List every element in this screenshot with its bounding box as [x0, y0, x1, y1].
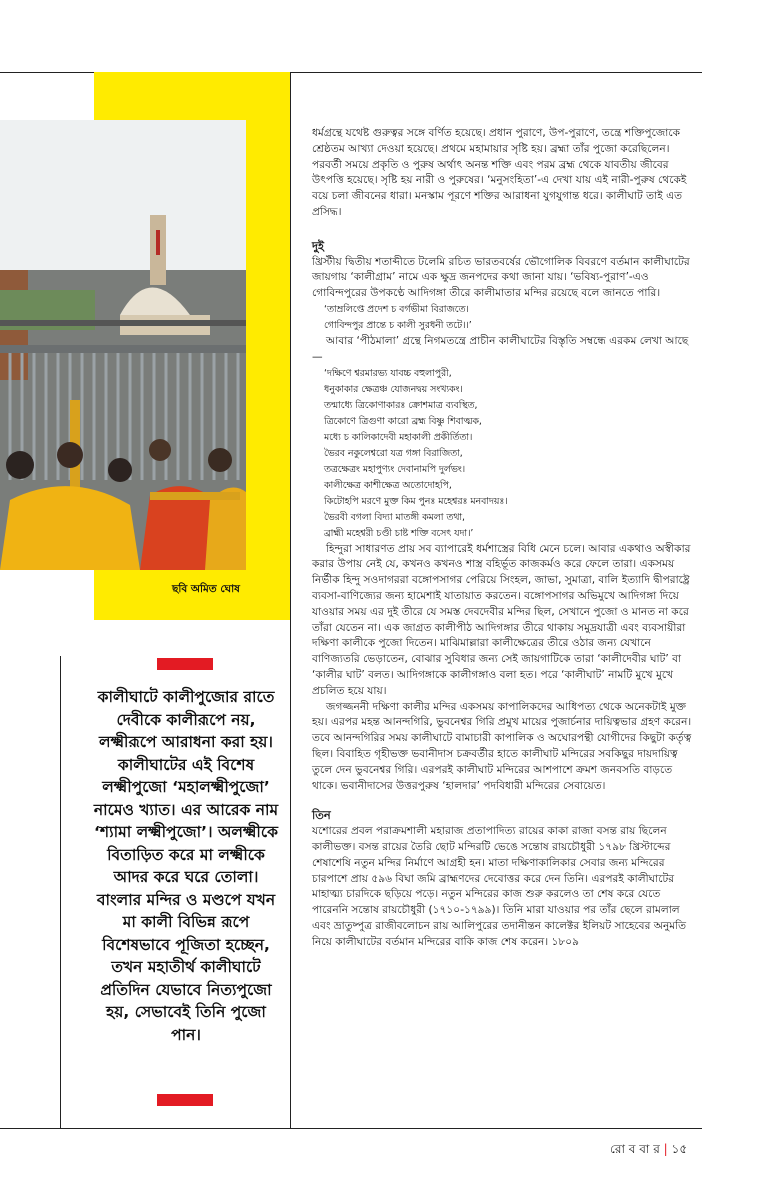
verse-line: ব্রাহ্মী মহেশ্বরী চণ্ডী চাষ্ট শক্তি বসেৎ যদা।’: [324, 527, 474, 539]
verse-line: কিটোহপি মরণে মুক্ত কিম পুনঃ মহেশ্বরঃ মনবাদয়ঃ।: [324, 495, 508, 507]
verse-line: মধ্যে চ কালিকাদেবী মহাকালী প্রকীর্তিতা।: [324, 431, 473, 443]
pull-quote: কালীঘাটে কালীপুজোর রাতে দেবীকে কালীরূপে নয়, লক্ষ্মীরূপে আরাধনা করা হয়। কালীঘাটের এই বিশেষ লক্ষ্মীপুজো ‘মহালক্ষ্মীপুজো’ নামেও খ্যাত। এর আরেক নাম ‘শ্যামা লক্ষ্মীপুজো’। অলক্ষ্মীকে বিতাড়িত করে মা লক্ষ্মীকে আদর করে ঘরে তোলা। বাংলার মন্দির ও মণ্ডপে যখন মা কালী বিভিন্ন রূপে বিশেষভাবে পূজিতা হচ্ছেন, তখন মহাতীর্থ কালীঘাটে প্রতিদিন যেভাবে নিত্যপুজো হয়, সেভাবেই তিনি পুজো পান।: [93, 688, 279, 1044]
verse-line: ‘তাম্রলিপ্তে প্রদেশ চ বর্গভীমা বিরাজতে।: [324, 303, 469, 315]
page-folio: [610, 1141, 687, 1161]
verse-line: ‘দক্ষিণে শ্বরমারভ্য যাবচ্চ বহুলাপুরী,: [324, 367, 452, 379]
article-paragraph: যশোরের প্রবল পরাক্রমশালী মহারাজ প্রতাপাদিত্য রায়ের কাকা রাজা বসন্ত রায় ছিলেন কালীভক্ত। বসন্ত রায়ের তৈরি ছোট মন্দিরটি ভেঙে সন্তোষ রায়চৌধুরী ১৭৯৮ খ্রিস্টাব্দের শেষাশেষি নতুন মন্দির নির্মাণে আগ্রহী হন। মাতা দক্ষিণাকালিকার সেবার জন্য মন্দিরের চারপাশে প্রায় ৫৯৬ বিঘা জমি ব্রাহ্মণদের দেবোত্তর করে দেন তিনি। এরপরই কালীঘাটের মাহাত্ম্য চারদিকে ছড়িয়ে পড়ে। নতুন মন্দিরের কাজ শুরু করলেও তা শেষ করে যেতে পারেননি সন্তোষ রায়চৌধুরী (১৭১০-১৭৯৯)। তিনি মারা যাওয়ার পর তাঁর ছেলে রামলাল এবং ভ্রাতুষ্পুত্র রাজীবলোচন রায় আলিপুরের তদানীন্তন কালেক্টর ইলিয়ট সাহেবের অনুমতি নিয়ে কালীঘাটের বর্তমান মন্দিরের বাকি কাজ শেষ করেন। ১৮০৯: [312, 825, 687, 948]
article-paragraph: জগজ্জননী দক্ষিণা কালীর মন্দির একসময় কাপালিকদের আধিপত্য থেকে অনেকটাই মুক্ত হয়। এরপর মহন্ত আনন্দগিরি, ভুবনেশ্বর গিরি প্রমুখ মায়ের পুজার্চনার দায়িত্বভার গ্রহণ করেন। তবে আনন্দগিরির সময় কালীঘাটে বামাচারী কাপালিক ও অঘোরপন্থী যোগীদের কিছুটা কর্তৃত্ব ছিল। বিবাহিত গৃহীভক্ত ভবানীদাস চক্রবর্তীর হাতে কালীঘাট মন্দিরের সবকিছুর দায়দায়িত্ব তুলে দেন ভুবনেশ্বর গিরি। এরপরই কালীঘাট মন্দিরের আশপাশে ক্রমশ জনবসতি বাড়তে থাকে। ভবানীদাসের উত্তরপুরুষ ‘হালদার’ পদবিধারী মন্দিরের সেবায়েত।: [312, 700, 692, 792]
article-paragraph: খ্রিস্টীয় দ্বিতীয় শতাব্দীতে টলেমি রচিত ভারতবর্ষের ভৌগোলিক বিবরণে বর্তমান কালীঘাটের জায়গায় ‘কালীগ্রাম’ নামে এক ক্ষুদ্র জনপদের কথা জানা যায়। ‘ভবিষ্য-পুরাণ’-এও গোবিন্দপুরের উপকণ্ঠে আদিগঙ্গা তীরে কালীমাতার মন্দির রয়েছে বলে জানতে পারি।: [312, 255, 690, 300]
pull-quote-rule: [60, 656, 61, 1128]
section-name: রো ব বা র: [610, 1142, 660, 1156]
column-rule: [290, 72, 291, 1128]
section-heading: তিন: [312, 808, 331, 823]
folio-divider: |: [663, 1142, 668, 1156]
verse-line: ধনুকাকার ক্ষেত্রঞ্চ যোজনদ্বয় সংখ্যকং।: [324, 383, 463, 395]
article-paragraph: হিন্দুরা সাধারণত প্রায় সব ব্যাপারেই ধর্মশাস্ত্রের বিধি মেনে চলে। আবার একথাও অস্বীকার করার উপায় নেই যে, কখনও কখনও শাস্ত্র বহির্ভূত কাজকর্মও করে ফেলে তারা। একসময় নির্ভীক হিন্দু সওদাগররা বঙ্গোপসাগর পেরিয়ে সিংহল, জাভা, সুমাত্রা, বালি ইত্যাদি দ্বীপরাষ্ট্রে ব্যবসা-বাণিজ্যের জন্য হামেশাই যাতায়াত করতেন। বঙ্গোপসাগর অভিমুখে আদিগঙ্গা দিয়ে যাওয়ার সময় এর দুই তীরে যে সমস্ত দেবদেবীর মন্দির ছিল, সেখানে পুজো ও মানত না করে তাঁরা যেতেন না। এক জাগ্রত কালীপীঠ আদিগঙ্গার তীরে থাকায় সমুদ্রযাত্রী এবং ব্যবসায়ীরা দক্ষিণা কালীকে পুজো দিতেন। মাঝিমাল্লারা কালীক্ষেত্রের তীরে ওঠার জন্য যেখানে বাণিজ্যতরি ভেড়াতেন, বোঝার সুবিধার জন্য সেই জায়গাটিকে তারা ‘কালীদেবীর ঘাট’ বা ‘কালীর ঘাট’ বলত। আদিগঙ্গাকে কালীগঙ্গাও বলা হত। পরে ‘কালীঘাট’ নামটি মুখে মুখে প্রচলিত হয়ে যায়।: [312, 542, 691, 697]
verse-line: তত্রক্ষেত্রং মহাপুণ্যং দেবানামপি দুর্লভং।: [324, 463, 466, 475]
article-paragraph: ধর্মগ্রন্থে যথেষ্ট গুরুত্বর সঙ্গে বর্ণিত হয়েছে। প্রধান পুরাণে, উপ-পুরাণে, তন্ত্রে শক্তিপুজোকে শ্রেষ্ঠতম আখ্যা দেওয়া হয়েছে। প্রথমে মহামায়ার সৃষ্টি হয়। ব্রহ্মা তাঁর পুজো করেছিলেন। পরবর্তী সময়ে প্রকৃতি ও পুরুষ অর্থাৎ অনন্ত শক্তি এবং পরম ব্রহ্ম থেকে যাবতীয় জীবের উৎপত্তি হয়েছে। সৃষ্টি হয় নারী ও পুরুষের। ‘মনুসংহিতা’-এ দেখা যায় এই নারী-পুরুষ থেকেই বয়ে চলা জীবনের ধারা। মনস্কাম পূরণে শক্তির আরাধনা যুগযুগান্ত ধরে। কালীঘাট তাই এত প্রসিদ্ধ।: [312, 127, 687, 218]
verse-line: গোবিন্দপুর প্রান্তে চ কালী সুরধনী তটে।।’: [324, 319, 472, 331]
verse-line: কালীক্ষেত্র কাশীক্ষেত্র অতোদোহপি,: [324, 479, 452, 491]
temple-photo: [0, 120, 246, 570]
bottom-rule: [0, 1128, 702, 1129]
page-number: ১৫: [671, 1142, 688, 1156]
red-bar-bottom: [157, 1094, 213, 1106]
verse-line: ভৈরব নকুলেশ্বরো যত্র গঙ্গা বিরাজিতা,: [324, 447, 463, 459]
red-bar-top: [157, 658, 213, 670]
article-body: [312, 126, 692, 950]
section-heading: দুই: [312, 238, 325, 253]
verse-line: ভৈরবী বগলা বিদ্যা মাতঙ্গী কমলা তথা,: [324, 511, 466, 523]
photo-credit: ছবি অমিত ঘোষ: [172, 583, 240, 595]
verse-line: ত্রিকোণে ত্রিগুণা কারো ব্রহ্ম বিষ্ণু শিবাত্মক,: [324, 415, 482, 427]
article-paragraph: আবার ‘পীঠমালা’ গ্রন্থে নিগমতন্ত্রে প্রাচীন কালীঘাটের বিস্তৃতি সম্বন্ধে এরকম লেখা আছে—: [312, 334, 689, 363]
verse-line: তন্মাধ্যে ত্রিকোণাকারঃ ক্রোশমাত্র ব্যবস্থিত,: [324, 399, 478, 411]
